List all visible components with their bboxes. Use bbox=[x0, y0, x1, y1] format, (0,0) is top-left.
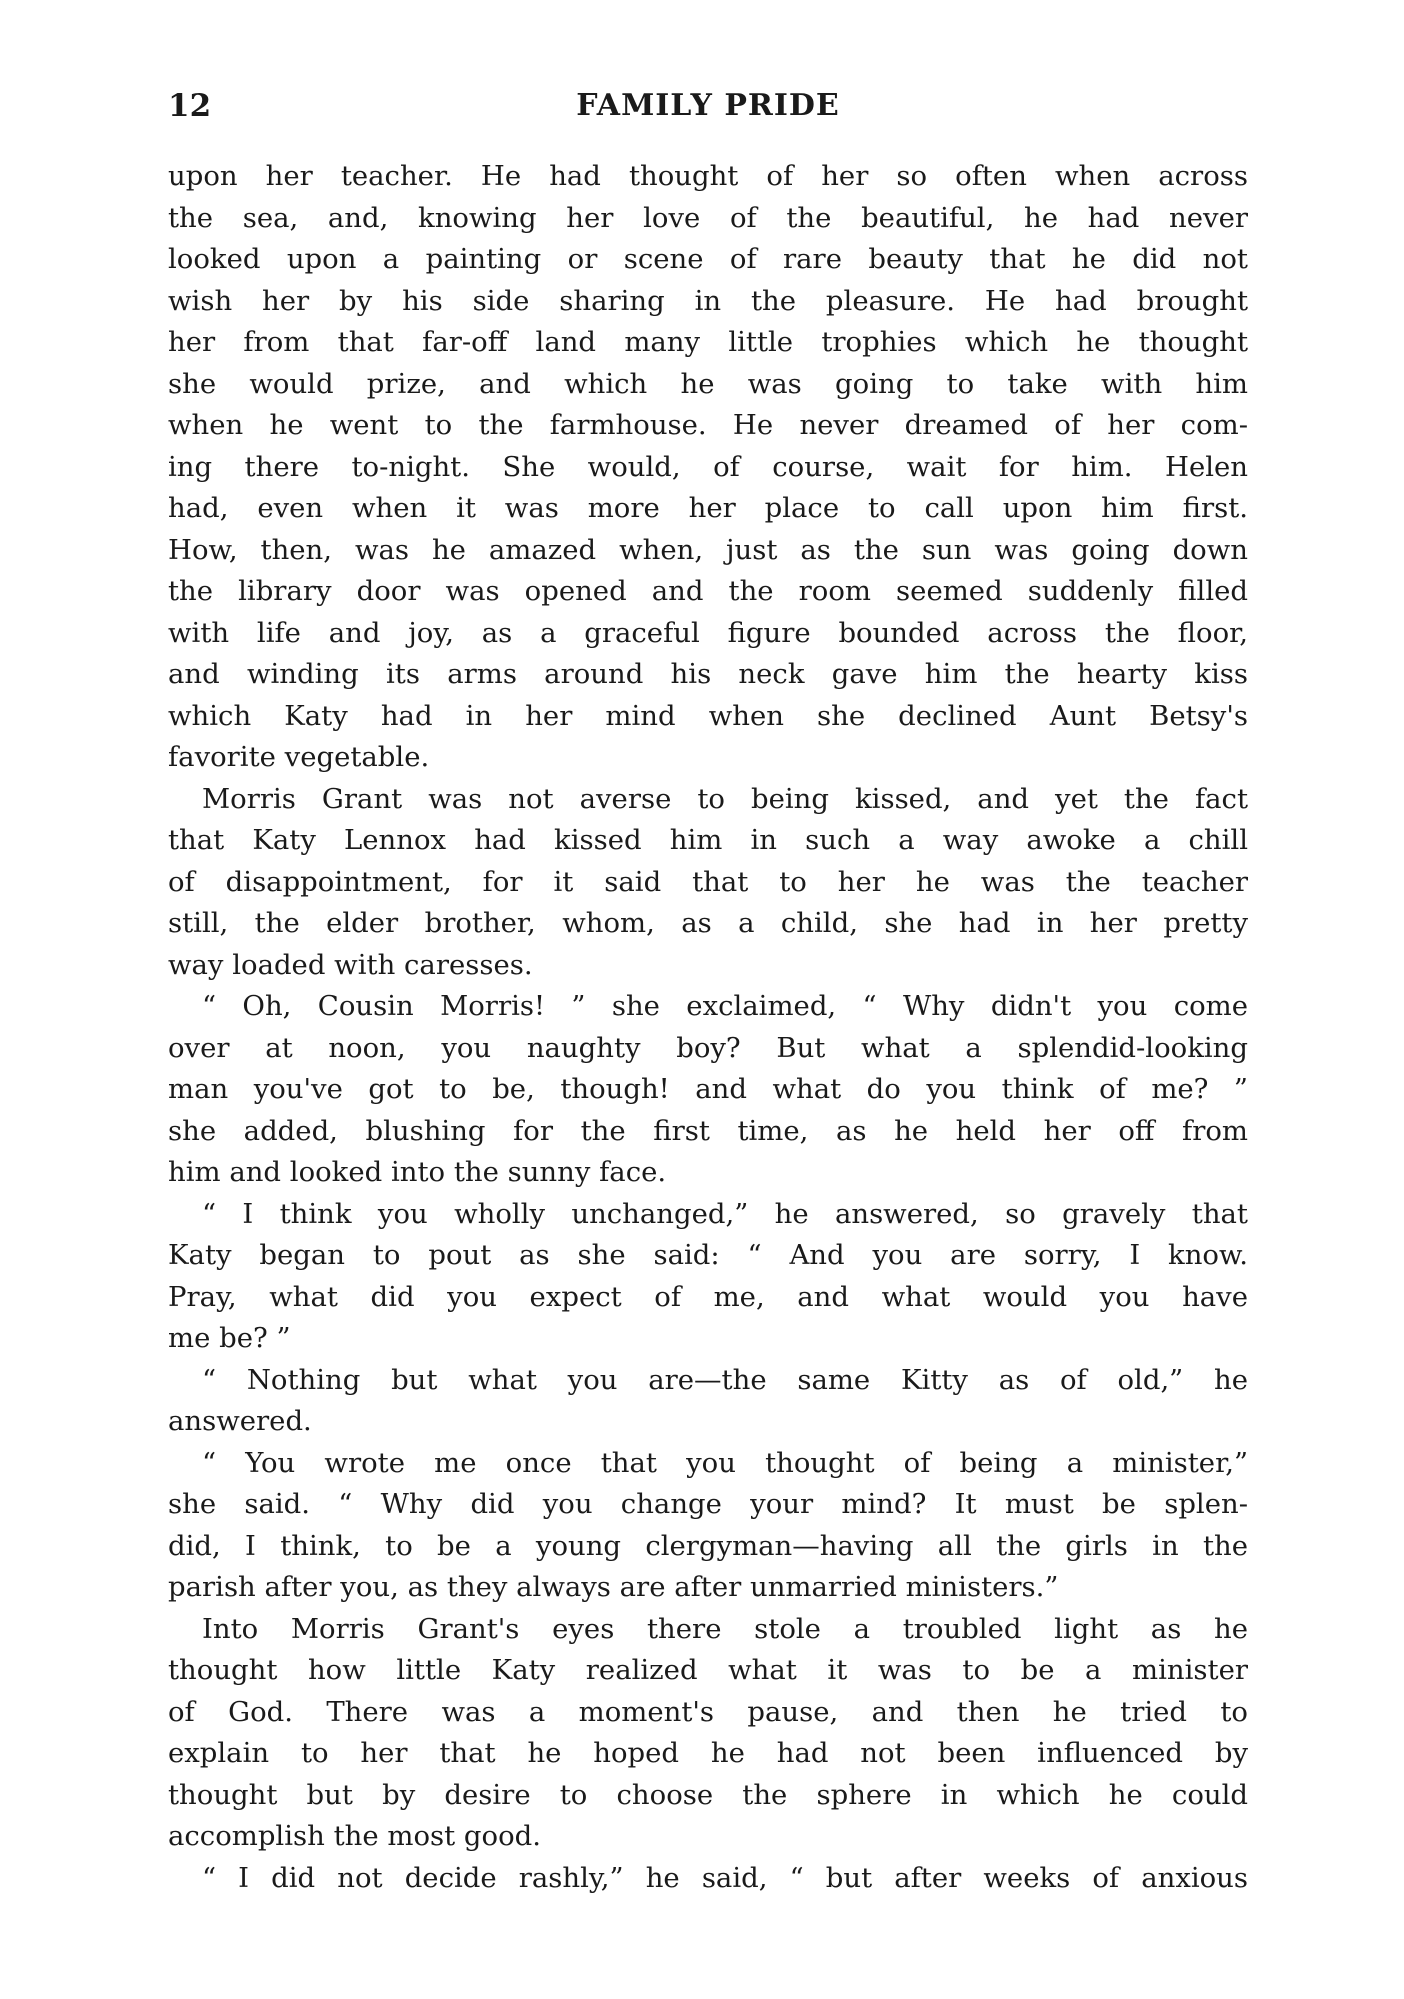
text-line: “ I did not decide rashly,” he said, “ but after weeks of anxious bbox=[202, 1861, 1248, 1894]
text-line: she said. “ Why did you change your mind? It must be splen- bbox=[168, 1488, 1248, 1520]
text-line: parish after you, as they always are after unmarried ministers.” bbox=[168, 1571, 1059, 1603]
text-line: over at noon, you naughty boy? But what a splendid-looking bbox=[168, 1031, 1248, 1064]
text-line: Katy began to pout as she said: “ And you are sorry, I know. bbox=[168, 1239, 1248, 1271]
text-line: thought how little Katy realized what it was to be a minister bbox=[168, 1654, 1248, 1686]
text-line: “ You wrote me once that you thought of being a minister,” bbox=[202, 1446, 1248, 1479]
text-line: How, then, was he amazed when, just as the sun was going down bbox=[168, 533, 1248, 566]
page-number: 12 bbox=[168, 88, 212, 124]
text-line: thought but by desire to choose the sphere in which he could bbox=[168, 1778, 1248, 1811]
text-line: which Katy had in her mind when she declined Aunt Betsy's bbox=[168, 699, 1248, 732]
text-line: she would prize, and which he was going to take with him bbox=[168, 367, 1248, 400]
text-line: did, I think, to be a young clergyman—having all the girls in the bbox=[168, 1529, 1248, 1562]
text-line: favorite vegetable. bbox=[168, 741, 430, 773]
text-line: “ Nothing but what you are—the same Kitty as of old,” he bbox=[202, 1363, 1248, 1396]
body-text bbox=[168, 156, 1248, 1899]
text-line: still, the elder brother, whom, as a child, she had in her pretty bbox=[168, 907, 1248, 939]
text-line: “ I think you wholly unchanged,” he answered, so gravely that bbox=[202, 1197, 1248, 1230]
text-line: me be? ” bbox=[168, 1322, 291, 1354]
text-line: “ Oh, Cousin Morris! ” she exclaimed, “ Why didn't you come bbox=[202, 990, 1248, 1022]
text-line: Into Morris Grant's eyes there stole a troubled light as he bbox=[202, 1612, 1248, 1645]
text-line: him and looked into the sunny face. bbox=[168, 1156, 667, 1188]
text-line: the sea, and, knowing her love of the beautiful, he had never bbox=[168, 201, 1248, 234]
text-line: when he went to the farmhouse. He never dreamed of her com- bbox=[168, 409, 1248, 441]
text-line: her from that far-off land many little trophies which he thought bbox=[168, 326, 1248, 358]
text-line: man you've got to be, though! and what do you think of me? ” bbox=[168, 1073, 1248, 1105]
text-line: looked upon a painting or scene of rare beauty that he did not bbox=[168, 243, 1248, 275]
text-line: and winding its arms around his neck gave him the hearty kiss bbox=[168, 658, 1248, 690]
text-line: Pray, what did you expect of me, and what would you have bbox=[168, 1280, 1248, 1313]
text-line: that Katy Lennox had kissed him in such a way awoke a chill bbox=[168, 824, 1248, 856]
text-line: of disappointment, for it said that to her he was the teacher bbox=[168, 865, 1248, 898]
text-line: accomplish the most good. bbox=[168, 1820, 541, 1852]
text-line: with life and joy, as a graceful figure bounded across the floor, bbox=[168, 616, 1248, 649]
text-line: had, even when it was more her place to call upon him first. bbox=[168, 492, 1248, 524]
text-line: way loaded with caresses. bbox=[168, 948, 533, 981]
running-title: FAMILY PRIDE bbox=[576, 88, 840, 123]
page-header bbox=[168, 84, 1248, 128]
text-line: ing there to-night. She would, of course, wait for him. Helen bbox=[168, 450, 1248, 483]
text-line: of God. There was a moment's pause, and then he tried to bbox=[168, 1695, 1248, 1728]
text-line: the library door was opened and the room seemed suddenly filled bbox=[168, 575, 1248, 607]
text-line: she added, blushing for the first time, as he held her off from bbox=[168, 1114, 1248, 1147]
text-line: upon her teacher. He had thought of her so often when across bbox=[168, 160, 1248, 192]
text-line: wish her by his side sharing in the pleasure. He had brought bbox=[168, 284, 1248, 317]
text-line: explain to her that he hoped he had not been influenced by bbox=[168, 1737, 1248, 1769]
text-line: Morris Grant was not averse to being kissed, and yet the fact bbox=[202, 782, 1248, 815]
text-line: answered. bbox=[168, 1405, 312, 1437]
